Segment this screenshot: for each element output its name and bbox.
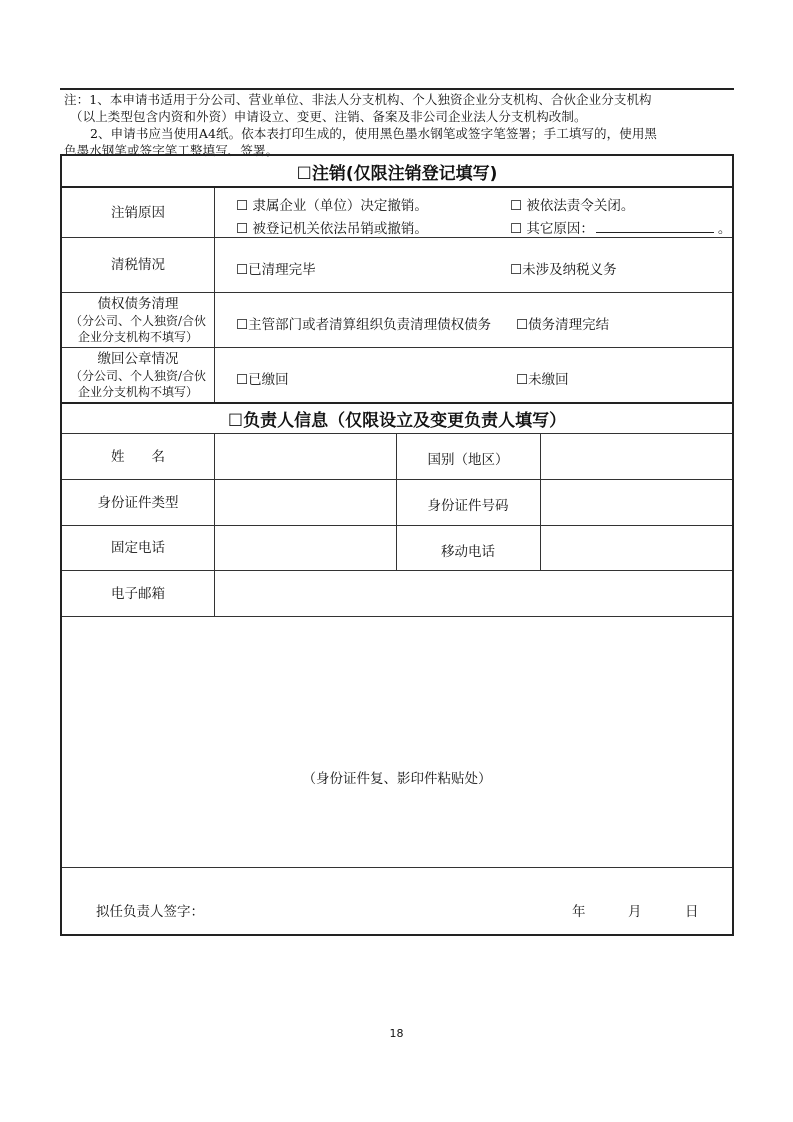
id-type-input[interactable] — [215, 480, 396, 525]
name-row — [62, 434, 732, 480]
reason-option-other-label: ☐ 其它原因： — [510, 221, 594, 237]
seal-note: （分公司、个人独资/合伙企业分支机构不填写） — [69, 369, 207, 399]
seal-label: 缴回公章情况 — [97, 351, 179, 367]
other-reason-input[interactable] — [596, 220, 714, 233]
debt-label-cell — [62, 293, 214, 347]
manager-section-title[interactable]: ☐负责人信息（仅限设立及变更负责人填写） — [227, 411, 567, 431]
id-type-label: 身份证件类型 — [97, 494, 179, 511]
tax-option-cleared[interactable]: ☐已清理完毕 — [236, 262, 316, 278]
id-number-input[interactable] — [541, 480, 732, 525]
date-month-label: 月 — [628, 904, 642, 920]
divider — [214, 293, 215, 347]
page-number: 18 — [389, 1027, 404, 1040]
signature-row[interactable] — [62, 868, 732, 934]
country-input[interactable] — [541, 434, 732, 479]
reason-option-license-revoked[interactable]: ☐ 被登记机关依法吊销或撤销。 — [236, 221, 428, 237]
phone-label: 固定电话 — [111, 540, 165, 556]
manager-section-header — [62, 404, 732, 434]
seal-option-returned[interactable]: ☐已缴回 — [236, 372, 289, 388]
divider — [214, 348, 215, 402]
other-reason-period: 。 — [717, 221, 732, 237]
email-input[interactable] — [215, 571, 732, 616]
cancel-reason-row — [62, 188, 732, 238]
note-line-4: 色墨水钢笔或签字笔工整填写、签署。 — [64, 143, 279, 158]
reason-option-other[interactable] — [510, 217, 731, 237]
tax-row — [62, 238, 732, 293]
debt-label: 债权债务清理 — [97, 296, 179, 312]
reason-option-parent-revoke[interactable]: ☐ 隶属企业（单位）决定撤销。 — [236, 198, 428, 214]
note-line-3: 2、申请书应当使用A4纸。依本表打印生成的，使用黑色墨水钢笔或签字笔签署；手工填写的，使用黑 — [90, 126, 658, 141]
cancel-section-header — [62, 156, 732, 188]
id-paste-area[interactable] — [62, 617, 732, 868]
debt-option-department[interactable]: ☐主管部门或者清算组织负责清理债权债务 — [236, 317, 492, 333]
phone-row — [62, 526, 732, 571]
tax-label: 清税情况 — [111, 257, 165, 273]
country-label: 国别（地区） — [427, 452, 509, 468]
seal-option-not-returned[interactable]: ☐未缴回 — [516, 372, 569, 388]
note-line-2: （以上类型包含内资和外资）申请设立、变更、注销、备案及非公司企业法人分支机构改制。 — [70, 109, 587, 124]
divider — [214, 238, 215, 292]
mobile-input[interactable] — [541, 526, 732, 570]
date-day-label: 日 — [685, 904, 699, 920]
reason-option-ordered-closed[interactable]: ☐ 被依法责令关闭。 — [510, 198, 635, 214]
name-input[interactable] — [215, 434, 396, 479]
id-number-label: 身份证件号码 — [427, 498, 509, 514]
application-form — [60, 154, 734, 936]
debt-option-completed[interactable]: ☐债务清理完结 — [516, 317, 610, 333]
tax-option-not-applicable[interactable]: ☐未涉及纳税义务 — [510, 262, 617, 278]
id-paste-note: （身份证件复、影印件粘贴处） — [302, 771, 492, 787]
phone-input[interactable] — [215, 526, 396, 570]
email-row — [62, 571, 732, 617]
notes-block — [64, 91, 732, 159]
cancel-reason-label: 注销原因 — [111, 204, 165, 221]
debt-note: （分公司、个人独资/合伙企业分支机构不填写） — [69, 314, 207, 344]
seal-row — [62, 348, 732, 404]
mobile-label: 移动电话 — [441, 544, 495, 560]
seal-label-cell — [62, 348, 214, 402]
top-rule — [60, 88, 734, 90]
name-label: 姓 名 — [111, 448, 165, 465]
divider — [214, 188, 215, 237]
signature-label: 拟任负责人签字： — [96, 904, 204, 920]
email-label: 电子邮箱 — [111, 585, 165, 602]
cancel-section-title[interactable]: ☐注销(仅限注销登记填写) — [296, 163, 498, 184]
date-year-label: 年 — [572, 904, 586, 920]
note-line-1: 注：1、本申请书适用于分公司、营业单位、非法人分支机构、个人独资企业分支机构、合伙企业分支机构 — [64, 92, 652, 107]
debt-row — [62, 293, 732, 348]
id-row — [62, 480, 732, 526]
